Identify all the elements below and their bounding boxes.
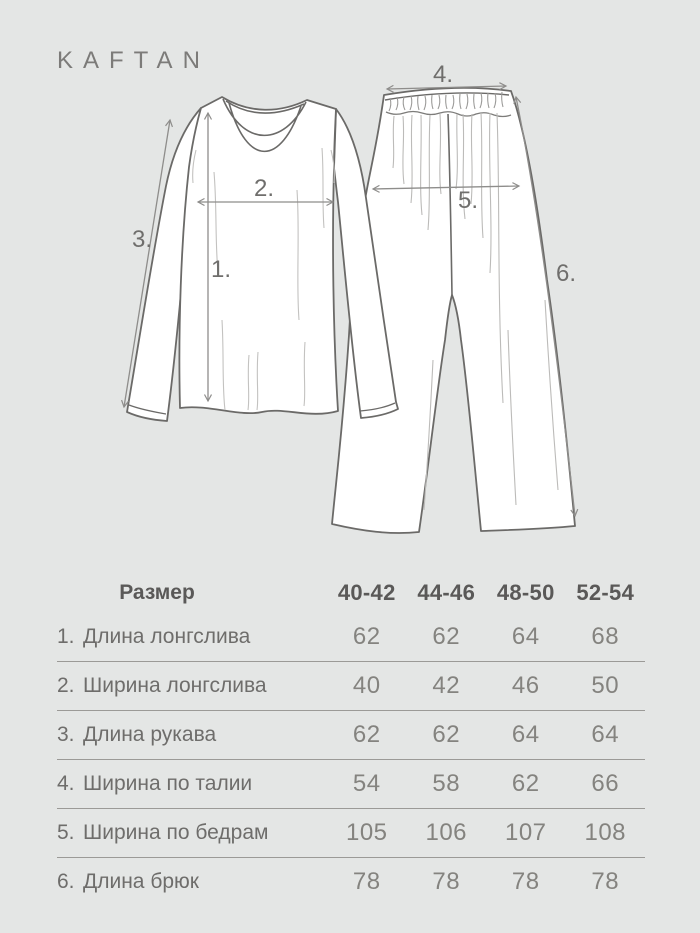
value-cell: 50 — [591, 672, 620, 699]
row-number: 3. — [57, 723, 75, 746]
row-label — [57, 821, 327, 845]
label-longsleeve-width: 2. — [253, 175, 275, 202]
row-number: 4. — [57, 772, 75, 795]
size-header-label: Размер — [119, 581, 195, 604]
value-cell: 108 — [584, 819, 627, 846]
value-cell: 58 — [432, 770, 461, 797]
value-cell: 40 — [352, 672, 381, 699]
row-label — [57, 772, 327, 796]
row-label-text: Ширина лонгслива — [83, 674, 267, 697]
value-cell: 64 — [511, 623, 540, 650]
value-cell: 106 — [425, 819, 468, 846]
value-cell: 66 — [591, 770, 620, 797]
row-label-text: Длина рукава — [83, 723, 217, 746]
value-cell: 54 — [352, 770, 381, 797]
label-sleeve-length: 3. — [131, 226, 153, 253]
value-cell: 107 — [504, 819, 547, 846]
row-number: 5. — [57, 821, 75, 844]
brand-logo: KAFTAN — [57, 47, 210, 74]
value-cell: 68 — [591, 623, 620, 650]
label-waist-width: 4. — [432, 61, 454, 88]
row-number: 6. — [57, 870, 75, 893]
value-cell: 62 — [352, 623, 381, 650]
value-cell: 78 — [432, 868, 461, 895]
size-col-40-42: 40-42 — [337, 580, 396, 605]
label-longsleeve-length: 1. — [210, 256, 232, 283]
size-table-header — [57, 573, 645, 613]
row-label-text: Длина лонгслива — [83, 625, 251, 648]
row-label — [57, 674, 327, 698]
row-label — [57, 870, 327, 894]
table-row-hip-width — [57, 808, 645, 857]
table-row-sleeve-length — [57, 710, 645, 759]
longsleeve-drawing — [127, 97, 398, 421]
row-label-text: Ширина по талии — [83, 772, 253, 795]
label-pants-length: 6. — [555, 260, 577, 287]
table-row-waist-width — [57, 759, 645, 808]
value-cell: 62 — [511, 770, 540, 797]
value-cell: 64 — [511, 721, 540, 748]
value-cell: 42 — [432, 672, 461, 699]
size-table — [57, 573, 645, 906]
value-cell: 46 — [511, 672, 540, 699]
table-row-pants-length — [57, 857, 645, 906]
value-cell: 62 — [432, 623, 461, 650]
row-label — [57, 625, 327, 649]
value-cell: 78 — [352, 868, 381, 895]
row-label-text: Ширина по бедрам — [83, 821, 269, 844]
value-cell: 64 — [591, 721, 620, 748]
row-number: 1. — [57, 625, 75, 648]
value-cell: 62 — [432, 721, 461, 748]
size-col-52-54: 52-54 — [576, 580, 635, 605]
size-col-44-46: 44-46 — [417, 580, 476, 605]
value-cell: 78 — [511, 868, 540, 895]
size-col-48-50: 48-50 — [496, 580, 555, 605]
value-cell: 62 — [352, 721, 381, 748]
label-hip-width: 5. — [457, 187, 479, 214]
value-cell: 105 — [345, 819, 388, 846]
table-row-longsleeve-length — [57, 613, 645, 661]
table-row-longsleeve-width — [57, 661, 645, 710]
row-label-text: Длина брюк — [83, 870, 199, 893]
row-number: 2. — [57, 674, 75, 697]
value-cell: 78 — [591, 868, 620, 895]
row-label — [57, 723, 327, 747]
shirt-body — [179, 97, 338, 414]
